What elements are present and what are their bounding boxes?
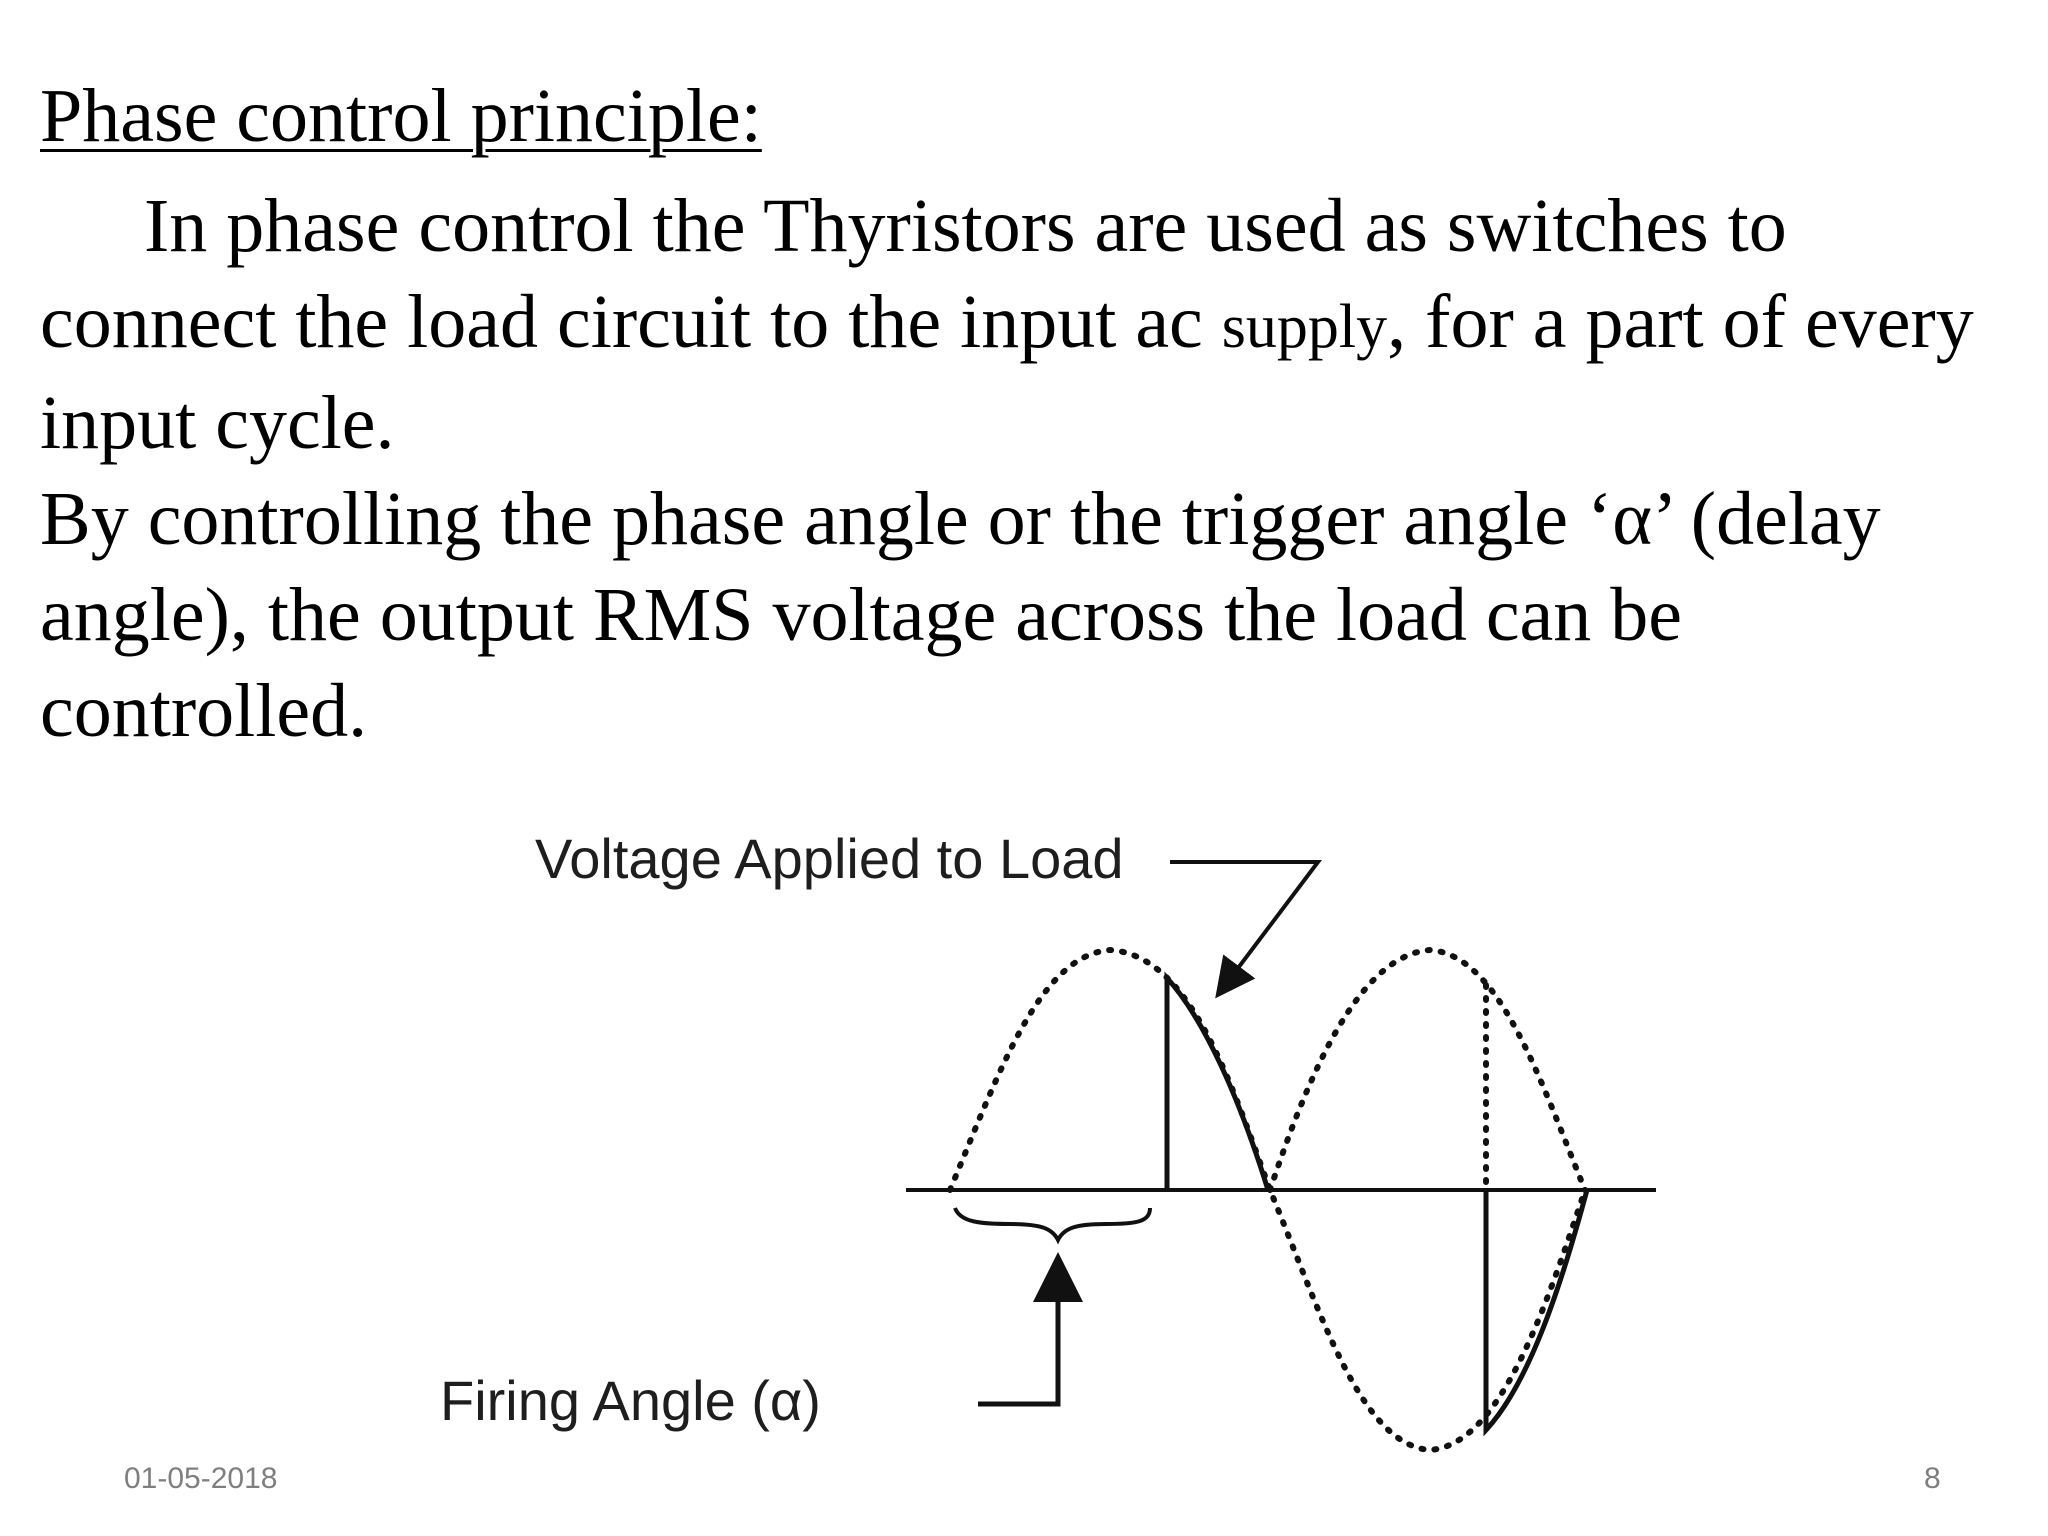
paragraph-trigger-angle: By controlling the phase angle or the trigger angle ‘α’ (delay angle), the output RMS voltage across the load can be controlled. (40, 477, 1881, 753)
voltage-label-leader-arrow (1170, 862, 1318, 992)
footer-date: 01-05-2018 (124, 1462, 278, 1495)
paragraph-1-text-b: , for a part of every input cycle. (40, 280, 1974, 465)
firing-angle-leader-arrow (978, 1262, 1058, 1404)
slide-title: Phase control principle: (40, 74, 762, 158)
paragraph-1-word-supply: supply (1221, 293, 1388, 361)
label-voltage-applied-to-load: Voltage Applied to Load (535, 827, 1124, 890)
output-positive-half-cycle (1167, 978, 1268, 1190)
label-firing-angle: Firing Angle (α) (440, 1369, 821, 1432)
input-sine-wave-dotted (950, 950, 1585, 1450)
firing-angle-brace (955, 1208, 1150, 1240)
page-number: 8 (1924, 1462, 1941, 1495)
paragraph-1-text-a: In phase control the Thyristors are used as switches to connect the load circuit to the input ac (40, 184, 1787, 364)
